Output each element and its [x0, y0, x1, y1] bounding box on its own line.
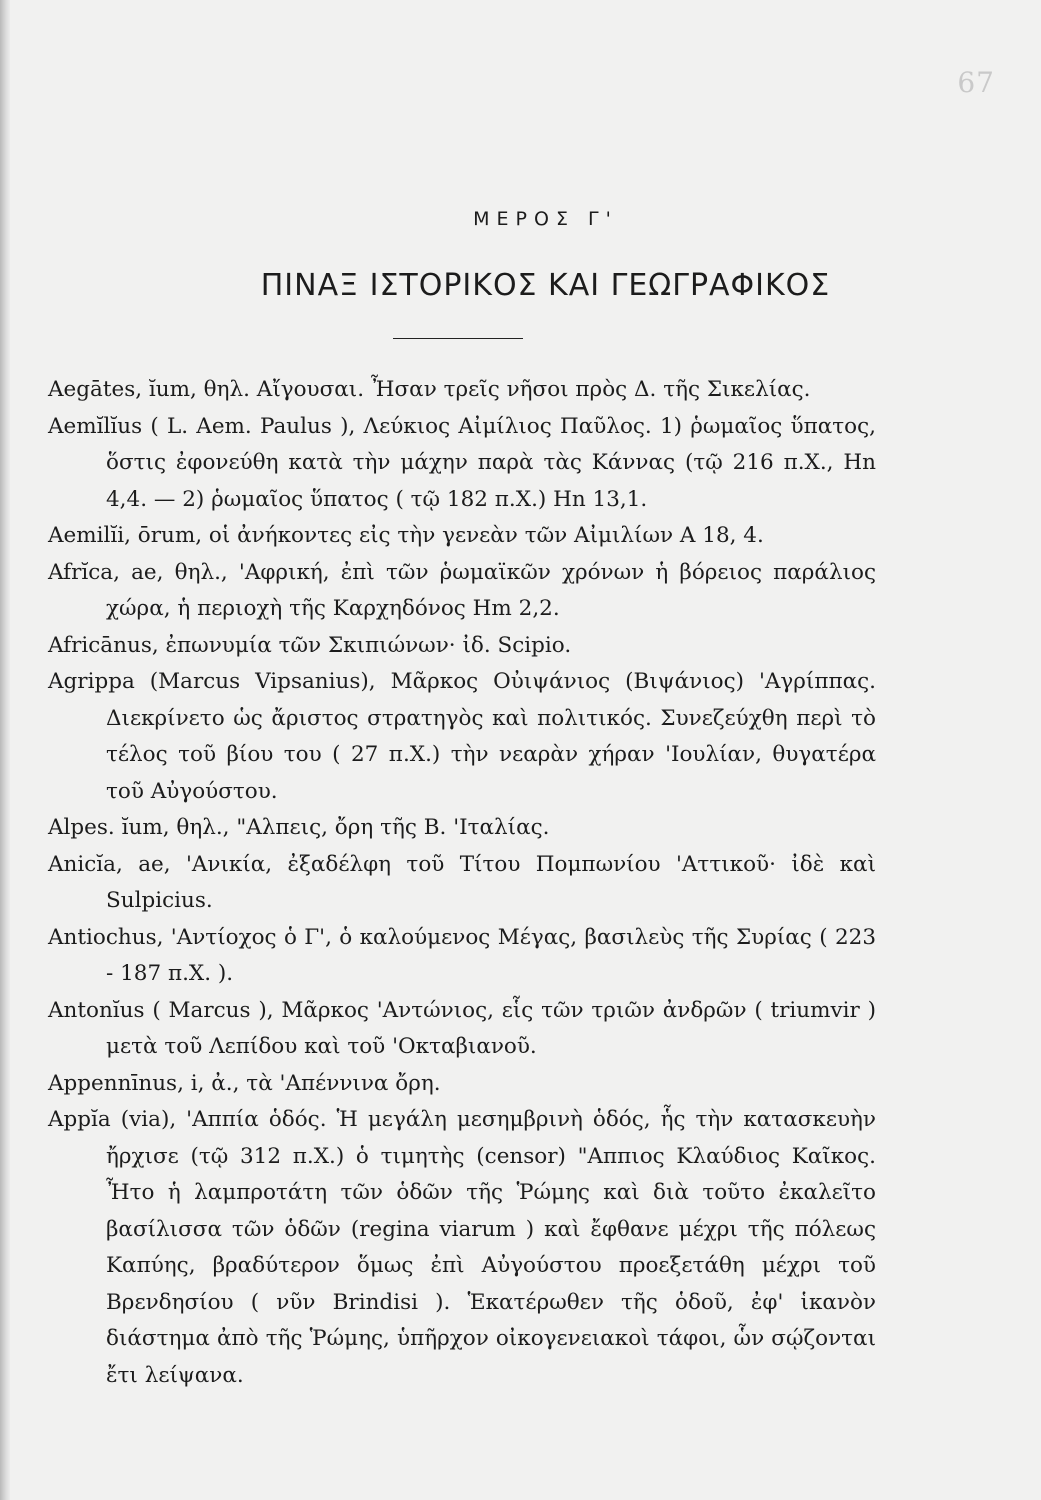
- index-entry: Aemilĭi, ōrum, οἱ ἀνήκοντες εἰς τὴν γενεὰν τῶν Αἰμιλίων A 18, 4.: [48, 523, 764, 548]
- index-entry: Anicĭa, ae, 'Ανικία, ἐξαδέλφη τοῦ Τίτου Πομπωνίου 'Αττικοῦ· ἰδὲ καὶ Sulpicius.: [48, 851, 876, 913]
- index-entry: Antonĭus ( Marcus ), Μᾶρκος 'Αντώνιος, εἷς τῶν τριῶν ἀνδρῶν ( triumvir ) μετὰ τοῦ Λεπίδου καὶ τοῦ 'Οκταβιανοῦ.: [48, 997, 876, 1059]
- index-entry: Afrĭca, ae, θηλ., 'Αφρική, ἐπὶ τῶν ῥωμαϊκῶν χρόνων ἡ βόρειος παράλιος χώρα, ἡ περιοχὴ τῆς Καρχηδόνος Hm 2,2.: [48, 559, 876, 621]
- page-title: ΠΙΝΑΞ ΙΣΤΟΡΙΚΟΣ ΚΑΙ ΓΕΩΓΡΑΦΙΚΟΣ: [260, 268, 831, 303]
- index-entry: Aegātes, ĭum, θηλ. Αἴγουσαι. Ἦσαν τρεῖς νῆσοι πρὸς Δ. τῆς Σικελίας.: [48, 377, 811, 402]
- index-entry: Alpes. ĭum, θηλ., "Αλπεις, ὄρη τῆς Β. 'Ιταλίας.: [48, 815, 550, 840]
- title-divider: [393, 338, 523, 339]
- bleed-through-page-number: 67: [957, 66, 995, 99]
- index-entry: Agrippa (Marcus Vipsanius), Μᾶρκος Οὐιψάνιος (Βιψάνιος) 'Αγρίππας. Διεκρίνετο ὡς ἄριστος στρατηγὸς καὶ πολιτικός. Συνεζεύχθη περὶ τὸ τέλος τοῦ βίου του ( 27 π.Χ.) τὴν νεαρὰν χήραν 'Ιουλίαν, θυγατέρα τοῦ Αὐγούστου.: [48, 669, 876, 804]
- index-entry: Aemĭlĭus ( L. Aem. Paulus ), Λεύκιος Αἰμίλιος Παῦλος. 1) ῥωμαῖος ὕπατος, ὅστις ἐφονεύθη κατὰ τὴν μάχην παρὰ τὰς Κάννας (τῷ 216 π.Χ., Hn 4,4. — 2) ῥωμαῖος ὕπατος ( τῷ 182 π.Χ.) Hn 13,1.: [48, 413, 876, 512]
- index-entry: Africānus, ἐπωνυμία τῶν Σκιπιώνων· ἰδ. Scipio.: [48, 632, 572, 658]
- index-entry: Appĭa (via), 'Αππία ὁδός. Ἡ μεγάλη μεσημβρινὴ ὁδός, ἧς τὴν κατασκευὴν ἤρχισε (τῷ 312 π.Χ.) ὁ τιμητὴς (censor) "Αππιος Κλαύδιος Καῖκος. Ἦτο ἡ λαμπροτάτη τῶν ὁδῶν τῆς Ῥώμης καὶ διὰ τοῦτο ἐκαλεῖτο βασίλισσα τῶν ὁδῶν (regina viarum ) καὶ ἔφθανε μέχρι τῆς πόλεως Καπύης, βραδύτερον ὅμως ἐπὶ Αὐγούστου προεξετάθη μέχρι τοῦ Βρενδησίου ( νῦν Brindisi ). Ἑκατέρωθεν τῆς ὁδοῦ, ἐφ' ἱκανὸν διάστημα ἀπὸ τῆς Ῥώμης, ὑπῆρχον οἰκογενειακοὶ τάφοι, ὧν σῴζονται ἔτι λείψανα.: [48, 1107, 876, 1388]
- section-label: ΜΕΡΟΣ Γ': [473, 208, 618, 230]
- index-entry: Antiochus, 'Αντίοχος ὁ Γ', ὁ καλούμενος Μέγας, βασιλεὺς τῆς Συρίας ( 223 - 187 π.Χ. ).: [48, 924, 876, 986]
- index-entry: Appennīnus, i, ἀ., τὰ 'Απέννινα ὄρη.: [48, 1070, 441, 1096]
- index-entries: [48, 372, 876, 1394]
